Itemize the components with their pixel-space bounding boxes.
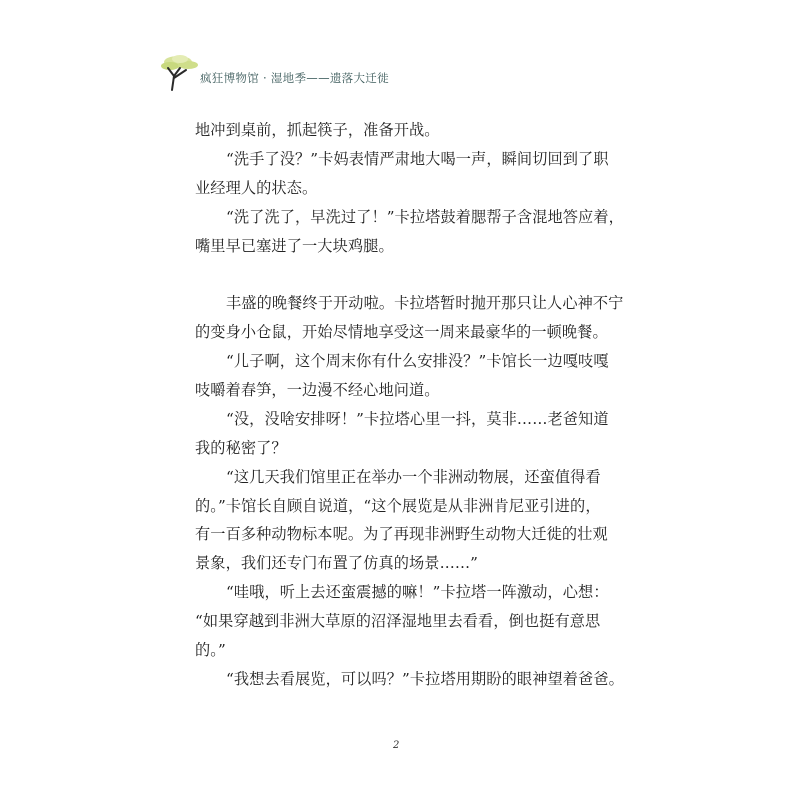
text-line: “洗了洗了，早洗过了！”卡拉塔鼓着腮帮子含混地答应着， [226, 207, 624, 226]
text-line: “如果穿越到非洲大草原的沼泽湿地里去看看，倒也挺有意思 [195, 612, 601, 631]
text-line: 的变身小仓鼠，开始尽情地享受这一周来最豪华的一顿晚餐。 [195, 323, 608, 342]
running-header [158, 50, 458, 90]
text-line: “没，没啥安排呀！”卡拉塔心里一抖，莫非……老爸知道 [226, 409, 609, 428]
text-line: 景象，我们还专门布置了仿真的场景……” [195, 554, 479, 573]
paragraph-gap [195, 260, 615, 289]
text-line: 的。” [195, 641, 226, 660]
text-line: 吱嚼着春笋，一边漫不经心地问道。 [195, 381, 440, 400]
text-line: “这几天我们馆里正在举办一个非洲动物展，还蛮值得看 [226, 467, 601, 486]
text-line: 地冲到桌前，抓起筷子，准备开战。 [195, 121, 440, 139]
text-line: “哇哦，听上去还蛮震撼的嘛！”卡拉塔一阵激动，心想： [226, 583, 609, 602]
text-line: “洗手了没？”卡妈表情严肃地大喝一声，瞬间切回到了职 [226, 149, 609, 168]
text-line: 业经理人的状态。 [195, 178, 318, 197]
text-line: 我的秘密了？ [195, 438, 287, 457]
text-line: 丰盛的晚餐终于开动啦。卡拉塔暂时抛开那只让人心神不宁 [226, 294, 624, 313]
text-line: 有一百多种动物标本呢。为了再现非洲野生动物大迁徙的壮观 [195, 525, 608, 544]
text-line: “我想去看展览，可以吗？”卡拉塔用期盼的眼神望着爸爸。 [226, 669, 624, 688]
text-line: “儿子啊，这个周末你有什么安排没？”卡馆长一边嘎吱嘎 [226, 352, 609, 371]
text-line: 的。”卡馆长自顾自说道，“这个展览是从非洲肯尼亚引进的， [195, 496, 601, 515]
page-body [195, 116, 624, 694]
header-title: 疯狂博物馆 · 湿地季——遗落大迁徙 [200, 71, 389, 85]
tree-icon [158, 50, 202, 92]
page-number: 2 [393, 740, 400, 751]
text-line: 嘴里早已塞进了一大块鸡腿。 [195, 236, 394, 255]
